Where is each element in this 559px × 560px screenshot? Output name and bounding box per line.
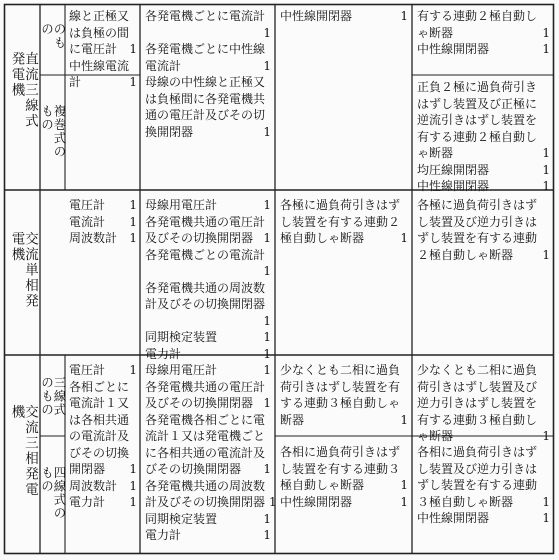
cell-line — [69, 478, 137, 495]
cell-line — [417, 230, 550, 247]
cell-line — [417, 162, 550, 179]
line-text: し装置を有する連動２ — [280, 214, 401, 229]
cell-line — [280, 362, 408, 379]
line-text: ２極自動しゃ断器 — [417, 247, 514, 262]
line-text: ゃ断器 — [417, 25, 454, 40]
line-text: 中性線開閉器 — [417, 42, 490, 56]
line-text: 母線用電圧計 — [145, 363, 218, 377]
line-quantity: 1 — [263, 313, 271, 328]
cell-line — [417, 247, 550, 264]
generator-instruments-cell — [69, 197, 137, 352]
line-text: 各発電機ごとに電流計 — [145, 9, 266, 23]
generator-switch-cell — [280, 8, 408, 188]
line-text: 逆力引きはずし装置を — [417, 396, 538, 410]
line-text: 各発電機ごとに中性線 — [145, 42, 266, 56]
cell-line — [280, 230, 408, 247]
line-quantity: 1 — [129, 198, 137, 212]
common-instruments-cell — [145, 8, 271, 188]
line-quantity: 1 — [542, 42, 550, 56]
group-title-cell — [5, 190, 40, 355]
line-text: 電圧計 — [69, 198, 106, 212]
line-text: 及びその切換開閉器 — [145, 396, 254, 410]
parallel-switch-cell — [417, 362, 550, 443]
line-text: 各発電機共通の電圧計 — [145, 214, 266, 229]
cell-line — [145, 124, 271, 141]
line-text: 各極に過負荷引きはず — [417, 198, 538, 212]
line-text: 各発電機各相ごとに電 — [145, 412, 266, 427]
line-quantity: 1 — [263, 462, 271, 476]
line-text: 中性線開閉器 — [417, 179, 490, 193]
line-quantity: 1 — [542, 179, 550, 193]
subrow-label: のもの — [39, 22, 67, 50]
cell-line — [145, 329, 271, 346]
cell-line — [69, 412, 137, 429]
line-text: 通の電圧計及びその切 — [145, 108, 266, 122]
cell-line — [417, 112, 550, 129]
line-text: は負極の間 — [69, 25, 130, 40]
cell-line — [69, 41, 137, 58]
line-quantity: 1 — [263, 25, 271, 40]
cell-line — [145, 8, 271, 25]
line-text: 少なくとも二相に過負 — [280, 363, 401, 377]
cell-line — [69, 362, 137, 379]
group-title: 交流三相発電機 — [8, 404, 38, 498]
line-text: びその切換 — [69, 445, 130, 460]
cell-line — [145, 230, 271, 247]
line-text: 断器 — [280, 412, 305, 427]
cell-line — [417, 145, 550, 162]
cell-line — [145, 362, 271, 379]
line-quantity: 1 — [542, 494, 550, 509]
cell-line — [145, 58, 271, 75]
cell-line — [69, 197, 137, 214]
cell-line — [145, 461, 271, 478]
cell-line — [145, 247, 271, 264]
line-text: は各相共通 — [69, 412, 130, 427]
line-text: 正負２極に過負荷引き — [417, 80, 538, 94]
line-text: し装置及び逆力引きは — [417, 461, 538, 476]
line-quantity: 1 — [129, 495, 137, 509]
subrow-label-cell — [40, 75, 65, 190]
cell-line — [417, 214, 550, 231]
line-quantity: 1 — [542, 25, 550, 40]
line-text: 有する連動３極自動し — [417, 412, 538, 427]
line-text: ずし装置を有する連動 — [417, 478, 538, 492]
line-text: の電流計及 — [69, 429, 130, 443]
line-quantity: 1 — [129, 42, 137, 56]
line-quantity: 1 — [263, 58, 271, 73]
group-title-cell — [5, 355, 40, 553]
line-text: し装置及び逆力引きは — [417, 214, 538, 229]
line-quantity: 1 — [542, 429, 550, 443]
cell-line — [417, 494, 550, 511]
cell-line — [145, 511, 271, 528]
line-text: 同期検定装置 — [145, 330, 218, 344]
line-quantity: 1 — [129, 478, 137, 493]
line-text: 中性線開閉器 — [417, 511, 490, 525]
line-text: 荷引きはずし装置を有 — [280, 379, 401, 394]
line-quantity: 1 — [129, 231, 137, 245]
line-text: 少なくとも二相に過負 — [417, 363, 538, 377]
subrow-label: 四線式のもの — [39, 465, 67, 520]
cell-line — [280, 461, 408, 478]
line-text: 電力計 — [69, 495, 106, 509]
generator-switch-cell — [280, 197, 408, 352]
cell-line — [145, 197, 271, 214]
cell-line — [145, 296, 271, 313]
line-text: ３極自動しゃ断器 — [417, 494, 514, 509]
cell-line — [69, 494, 137, 511]
line-quantity: 1 — [542, 162, 550, 177]
cell-line — [69, 395, 137, 412]
cell-line — [69, 8, 137, 25]
line-text: 及びその切換開閉器 — [145, 231, 254, 245]
line-quantity: 1 — [263, 528, 271, 542]
subrow-label-cell — [40, 355, 65, 436]
subrow-label: 複巻式のもの — [39, 103, 67, 158]
line-text: 母線用電圧計 — [145, 198, 218, 212]
line-quantity: 1 — [263, 231, 271, 245]
cell-line — [417, 379, 550, 396]
cell-line — [417, 41, 550, 58]
parallel-switch-cell — [417, 8, 550, 74]
cell-line — [145, 445, 271, 462]
cell-line — [417, 362, 550, 379]
line-text: はずし装置及び正極に — [417, 96, 538, 111]
generator-instruments-cell — [69, 362, 137, 552]
line-text: 周波数計 — [69, 478, 118, 493]
line-text: に各相共通の電流計及 — [145, 445, 266, 460]
line-text: 計 — [69, 75, 82, 89]
cell-line — [145, 25, 271, 42]
cell-line — [145, 107, 271, 124]
line-text: 周波数計 — [69, 231, 118, 245]
cell-line — [417, 178, 550, 195]
line-text: 電力計 — [145, 346, 182, 361]
cell-line — [417, 510, 550, 527]
line-quantity: 1 — [263, 346, 271, 361]
line-quantity: 1 — [400, 494, 408, 509]
cell-line — [417, 96, 550, 113]
generator-switch-cell — [280, 444, 408, 552]
cell-line — [145, 263, 271, 280]
cell-line — [417, 25, 550, 42]
cell-line — [145, 494, 277, 511]
line-text: 各発電機共通の周波数 — [145, 478, 266, 493]
line-quantity: 1 — [400, 412, 408, 427]
cell-line — [69, 379, 137, 396]
line-quantity: 1 — [263, 124, 271, 139]
line-text: 各発電機ごとの電流計 — [145, 247, 266, 262]
line-text: 極自動しゃ断器 — [280, 231, 365, 245]
cell-line — [145, 280, 271, 297]
line-text: 電流計 — [69, 214, 106, 229]
line-text: 計及びその切換開閉器 — [145, 297, 266, 311]
line-quantity: 1 — [129, 75, 137, 89]
line-text: 有する連動２極自動し — [417, 129, 538, 144]
cell-line — [69, 461, 137, 478]
cell-line — [145, 478, 271, 495]
cell-line — [145, 41, 271, 58]
line-text: 中性線開閉器 — [280, 9, 353, 23]
cell-line — [280, 494, 408, 511]
cell-line — [145, 214, 271, 231]
line-quantity: 1 — [542, 146, 550, 160]
cell-line — [145, 412, 271, 429]
cell-line — [69, 25, 137, 42]
cell-line — [280, 197, 408, 214]
line-quantity: 1 — [263, 264, 271, 278]
cell-line — [145, 313, 271, 330]
line-quantity: 1 — [542, 511, 550, 525]
generator-instruments-cell — [69, 8, 137, 89]
cell-line — [417, 412, 550, 429]
line-text: 極自動しゃ断器 — [280, 478, 365, 492]
parallel-switch-cell — [417, 444, 550, 552]
line-quantity: 1 — [263, 396, 271, 410]
cell-line — [280, 395, 408, 412]
cell-line — [145, 527, 271, 544]
line-text: 計及びその切換開閉器 — [145, 495, 266, 509]
cell-line — [69, 445, 137, 462]
subrow-label-cell — [40, 436, 65, 553]
cell-line — [69, 214, 137, 231]
parallel-switch-cell — [417, 197, 550, 352]
line-text: 荷引きはずし装置及び — [417, 379, 538, 394]
cell-line — [69, 428, 137, 445]
subrow-label-cell — [40, 5, 65, 75]
cell-line — [417, 197, 550, 214]
line-text: 逆流引きはずし装置を — [417, 113, 538, 127]
line-text: 電流計 — [145, 58, 182, 73]
subrow-label: 三線式のもの — [39, 375, 67, 416]
line-text: 母線の中性線と正極又 — [145, 75, 266, 89]
line-quantity: 1 — [263, 511, 271, 526]
line-quantity: 1 — [542, 247, 550, 262]
generator-switch-cell — [280, 362, 408, 434]
cell-line — [417, 477, 550, 494]
group-title-cell — [5, 5, 40, 190]
line-text: 中性線開閉器 — [280, 494, 353, 509]
line-text: ゃ断器 — [417, 146, 454, 160]
cell-line — [145, 428, 271, 445]
common-instruments-cell — [145, 362, 277, 552]
line-text: 各相に過負荷引きはず — [280, 445, 401, 459]
cell-line — [280, 214, 408, 231]
line-text: に電圧計 — [69, 42, 118, 56]
line-text: 各相に過負荷引きはず — [417, 445, 538, 459]
cell-line — [145, 91, 271, 108]
line-text: 線と正極又 — [69, 9, 130, 23]
parallel-switch-cell — [417, 79, 550, 193]
line-quantity: 1 — [129, 363, 137, 377]
line-text: 各相ごとに — [69, 379, 130, 394]
line-text: ゃ断器 — [417, 429, 454, 443]
cell-line — [417, 444, 550, 461]
cell-line — [145, 346, 271, 363]
cell-line — [417, 461, 550, 478]
cell-line — [417, 428, 550, 445]
line-text: 流計１又は発電機ごと — [145, 429, 266, 443]
line-quantity: 1 — [129, 462, 137, 476]
line-text: 中性線電流 — [69, 58, 130, 73]
line-text: 開閉器 — [69, 462, 106, 476]
line-quantity: 1 — [400, 9, 408, 23]
line-text: 各発電機共通の周波数 — [145, 280, 266, 295]
cell-line — [145, 74, 271, 91]
cell-line — [280, 8, 408, 25]
line-quantity: 1 — [269, 495, 277, 509]
line-quantity: 1 — [400, 231, 408, 245]
group-title: 直流三線式発電機 — [8, 51, 38, 129]
line-quantity: 1 — [400, 478, 408, 492]
line-text: する連動３極自動しゃ — [280, 396, 401, 410]
cell-line — [280, 477, 408, 494]
line-quantity: 1 — [263, 363, 271, 377]
cell-line — [69, 58, 137, 75]
line-text: 同期検定装置 — [145, 511, 218, 526]
line-quantity: 1 — [263, 198, 271, 212]
common-instruments-cell — [145, 197, 271, 361]
group-title: 交流単相発電機 — [8, 231, 38, 309]
cell-line — [417, 395, 550, 412]
cell-line — [417, 8, 550, 25]
line-text: 電力計 — [145, 528, 182, 542]
line-text: 各発電機共通の電圧計 — [145, 379, 266, 394]
line-text: 均圧線開閉器 — [417, 162, 490, 177]
line-quantity: 1 — [129, 214, 137, 229]
line-quantity: 1 — [263, 330, 271, 344]
line-text: 換開閉器 — [145, 124, 194, 139]
line-text: 有する連動２極自動し — [417, 9, 538, 23]
line-text: 電圧計 — [69, 363, 106, 377]
line-text: びその切換開閉器 — [145, 462, 242, 476]
cell-line — [145, 379, 271, 396]
line-text: し装置を有する連動３ — [280, 461, 401, 476]
cell-line — [417, 79, 550, 96]
line-text: 各極に過負荷引きはず — [280, 198, 401, 212]
cell-line — [280, 444, 408, 461]
cell-line — [280, 379, 408, 396]
cell-line — [145, 395, 271, 412]
cell-line — [69, 74, 137, 91]
line-text: ずし装置を有する連動 — [417, 231, 538, 245]
cell-line — [69, 230, 137, 247]
cell-line — [280, 412, 408, 429]
line-text: は負極間に各発電機共 — [145, 91, 266, 106]
cell-line — [417, 129, 550, 146]
line-text: 電流計１又 — [69, 396, 130, 410]
